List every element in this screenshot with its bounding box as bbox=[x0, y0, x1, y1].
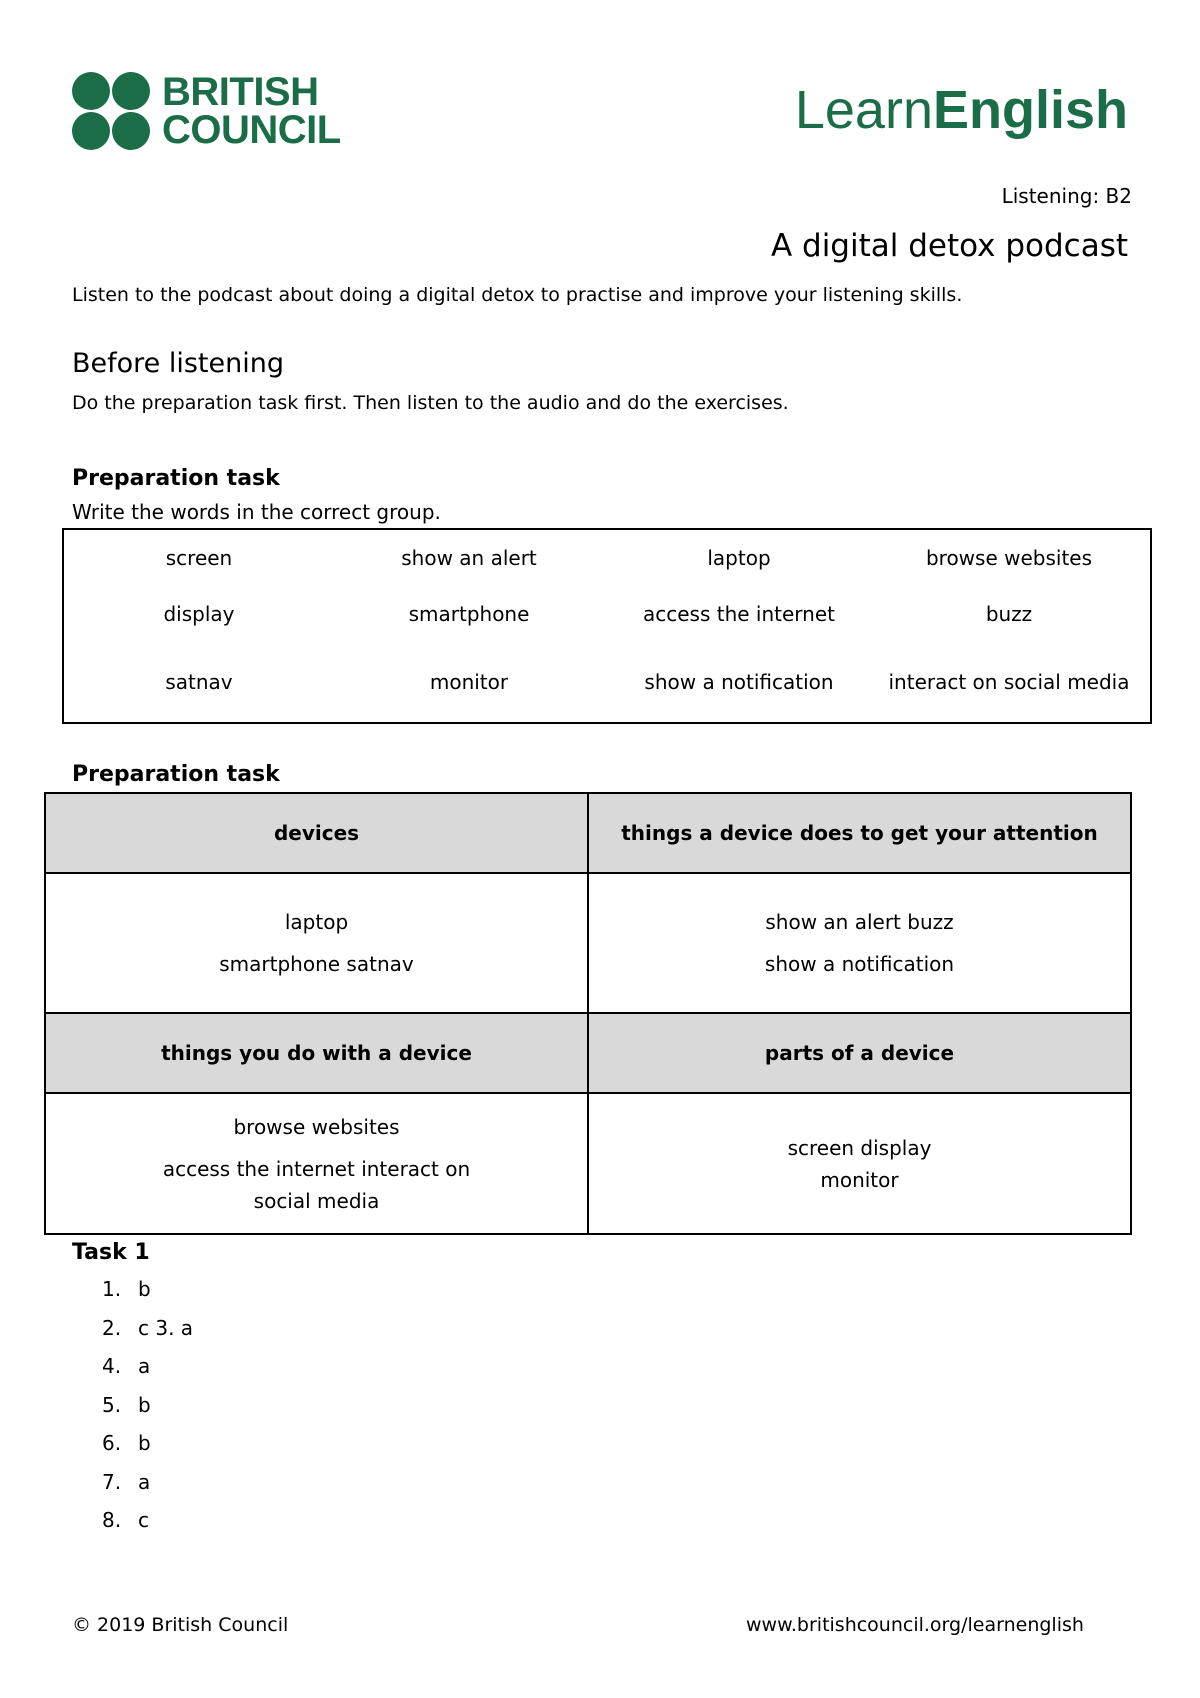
list-item: 8. c bbox=[102, 1508, 149, 1533]
before-listening-text: Do the preparation task first. Then listen to the audio and do the exercises. bbox=[72, 392, 789, 414]
intro-text: Listen to the podcast about doing a digital detox to practise and improve your listening skills. bbox=[72, 284, 963, 306]
table-header-parts: parts of a device bbox=[588, 1013, 1131, 1093]
table-header-devices: devices bbox=[45, 793, 588, 873]
cell-line: browse websites bbox=[233, 1114, 400, 1139]
list-item: 7. a bbox=[102, 1469, 151, 1494]
task1-answer-list bbox=[102, 1270, 193, 1540]
cell-line: monitor bbox=[820, 1167, 899, 1192]
cell-line: show an alert buzz bbox=[765, 910, 954, 934]
level-label: Listening: B2 bbox=[1001, 184, 1132, 208]
cell-line: smartphone satnav bbox=[219, 952, 414, 976]
table-header-things-you-do: things you do with a device bbox=[45, 1013, 588, 1093]
table-header-attention: things a device does to get your attention bbox=[588, 793, 1131, 873]
parts-cell bbox=[588, 1093, 1131, 1234]
devices-cell bbox=[45, 873, 588, 1013]
footer-copyright: © 2019 British Council bbox=[72, 1614, 289, 1636]
british-council-wordmark: BRITISH COUNCIL bbox=[162, 70, 341, 152]
things-you-do-cell bbox=[45, 1093, 588, 1234]
list-item: 5. b bbox=[102, 1392, 151, 1417]
answer-table bbox=[44, 792, 1132, 1235]
preparation-task-heading: Preparation task bbox=[72, 466, 280, 491]
word-item: screen bbox=[165, 546, 233, 570]
word-item: show an alert bbox=[401, 546, 537, 570]
word-item: interact on social media bbox=[888, 670, 1130, 694]
word-item: smartphone bbox=[408, 602, 530, 626]
cell-line: screen display bbox=[787, 1135, 932, 1160]
before-listening-heading: Before listening bbox=[72, 348, 284, 379]
british-council-dots-icon bbox=[72, 72, 150, 150]
british-council-logo bbox=[72, 72, 341, 150]
learnenglish-logo: LearnEnglish bbox=[794, 80, 1128, 140]
cell-line: access the internet interact on bbox=[162, 1156, 471, 1181]
word-item: monitor bbox=[429, 670, 509, 694]
cell-line: laptop bbox=[284, 910, 349, 934]
word-item: access the internet bbox=[642, 602, 835, 626]
word-item: laptop bbox=[707, 546, 771, 570]
cell-line: social media bbox=[253, 1188, 380, 1213]
preparation-answers-heading: Preparation task bbox=[72, 762, 280, 787]
word-bank bbox=[62, 528, 1152, 724]
word-item: buzz bbox=[985, 602, 1033, 626]
word-item: display bbox=[163, 602, 235, 626]
footer-url[interactable]: www.britishcouncil.org/learnenglish bbox=[746, 1614, 1084, 1636]
word-item: show a notification bbox=[644, 670, 834, 694]
list-item: 6. b bbox=[102, 1431, 151, 1456]
attention-cell bbox=[588, 873, 1131, 1013]
list-item: 2. c 3. a bbox=[102, 1315, 194, 1340]
task1-heading: Task 1 bbox=[72, 1240, 150, 1265]
cell-line: show a notification bbox=[764, 952, 955, 976]
list-item: 1. b bbox=[102, 1277, 151, 1302]
word-item: satnav bbox=[165, 670, 233, 694]
page-title: A digital detox podcast bbox=[770, 228, 1128, 264]
list-item: 4. a bbox=[102, 1354, 151, 1379]
preparation-task-instruction: Write the words in the correct group. bbox=[72, 500, 441, 524]
word-item: browse websites bbox=[925, 546, 1093, 570]
